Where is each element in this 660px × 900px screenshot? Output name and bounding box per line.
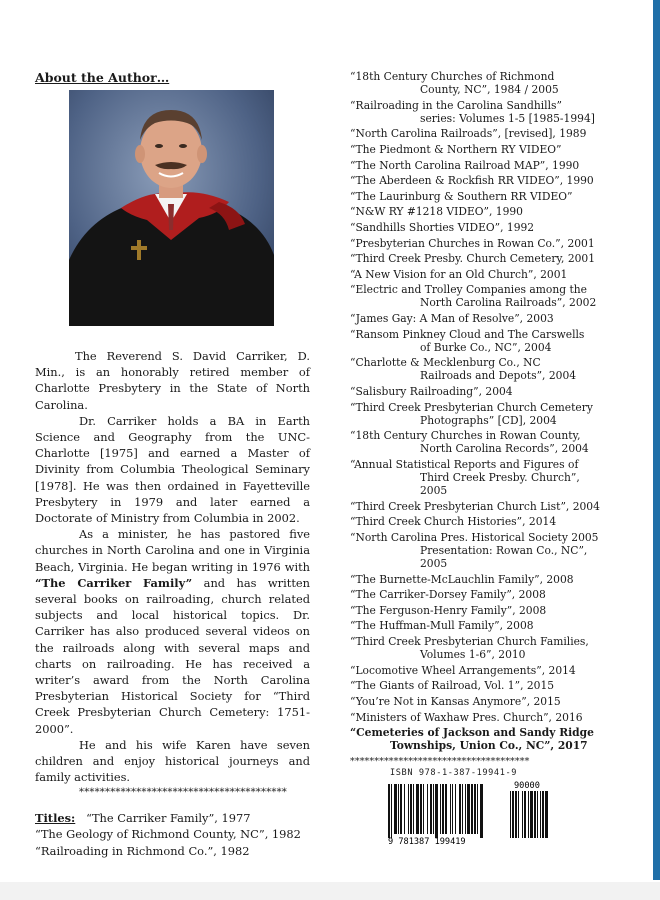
title-entry [350, 174, 600, 187]
title-entry [350, 573, 600, 586]
title-entry-line: “Ransom Pinkney Cloud and The Carswells [350, 327, 585, 341]
barcode-bar [413, 784, 414, 834]
title-entry-line: “18th Century Churches in Rowan County, [350, 429, 581, 443]
title-entry [350, 604, 600, 617]
barcode-bar [471, 784, 473, 834]
barcode-addon-bar [512, 791, 514, 838]
title-entry-line: “Charlotte & Mecklenburg Co., NC [350, 356, 541, 370]
title-entry-line: “Locomotive Wheel Arrangements”, 2014 [350, 663, 576, 677]
title-entry [350, 328, 600, 354]
bottom-band [0, 882, 660, 900]
barcode-addon-bar [540, 791, 541, 838]
title-entry-line: “The Laurinburg & Southern RR VIDEO” [350, 189, 573, 203]
bio-paragraph: The Reverend S. David Carriker, D. Min., is an honorably retired member of Charlotte Presbytery in the State of North Carolina. [35, 349, 310, 412]
title-entry-line: “The Piedmont & Northern RY VIDEO” [350, 142, 562, 156]
title-entry-line: “The Carriker-Dorsey Family”, 2008 [350, 588, 546, 602]
title-entry [350, 711, 600, 724]
title-entry [350, 252, 600, 265]
title-entry-continuation: Third Creek Presby. Church”, 2005 [420, 471, 580, 498]
barcode-bar [440, 784, 441, 834]
title-entry [350, 283, 600, 309]
title-entry-continuation: Presentation: Rowan Co., NC”, 2005 [420, 544, 588, 571]
title-entry-line: “The Burnette-McLauchlin Family”, 2008 [350, 572, 574, 586]
title-entry [350, 190, 600, 203]
title-entry [350, 500, 600, 513]
title-entry-line: “Third Creek Presbyterian Church Cemetery [350, 400, 593, 414]
barcode-addon-bar [530, 791, 533, 838]
title-entry-line: “You’re Not in Kansas Anymore”, 2015 [350, 694, 561, 708]
isbn-text: ISBN 978-1-387-19941-9 [390, 768, 518, 778]
title-entry [350, 531, 600, 570]
about-heading: About the Author… [35, 70, 170, 85]
barcode-bar [388, 784, 390, 838]
title-entry [350, 127, 600, 140]
title-entry-continuation: series: Volumes 1-5 [1985-1994] [420, 111, 595, 125]
title-entry [350, 695, 600, 708]
author-portrait [69, 90, 274, 326]
title-entry-line: “The Giants of Railroad, Vol. 1”, 2015 [350, 679, 555, 693]
title-item: “The Carriker Family”, 1977 [86, 811, 251, 825]
title-entry-continuation: Townships, Union Co., NC”, 2017 [390, 739, 588, 753]
barcode-bar [435, 784, 438, 838]
barcode-addon-bar [518, 791, 519, 838]
barcode-bar [410, 784, 412, 834]
barcode-bar [416, 784, 419, 834]
title-entry-continuation: of Burke Co., NC”, 2004 [420, 340, 552, 354]
barcode-bar [442, 784, 444, 834]
title-entry-continuation: North Carolina Railroads”, 2002 [420, 296, 597, 310]
barcode-bar [459, 784, 461, 834]
title-entry-line: “The Ferguson-Henry Family”, 2008 [350, 603, 547, 617]
bio-text: and has written several books on railroading, church related subjects and local historical topics. Dr. Carriker has also produced several videos on the railroads along with several maps and charts on railroading. He has received a writer’s award from the North Carolina Presbyterian Historical Society for “Third Creek Presbyterian Church Cemetery: 1751-2000”. [35, 575, 311, 736]
author-bio [35, 348, 310, 802]
barcode-bar [394, 784, 397, 834]
title-entry [350, 664, 600, 677]
title-entry-line: “Third Creek Presbyterian Church Families, [350, 635, 589, 649]
title-entry [350, 268, 600, 281]
title-entry-line: “18th Century Churches of Richmond [350, 70, 555, 83]
barcode-bar [462, 784, 463, 834]
title-entry-continuation: County, NC”, 1984 / 2005 [420, 83, 559, 97]
title-entry-line: “Electric and Trolley Companies among the [350, 283, 587, 297]
title-entry [350, 401, 600, 427]
title-entry-continuation: Railroads and Depots”, 2004 [420, 369, 577, 383]
bio-paragraph: He and his wife Karen have seven children and enjoy historical journeys and family activities. [35, 737, 310, 785]
addon-digits: 90000 [514, 781, 540, 791]
title-entry [350, 619, 600, 632]
title-entry-line: “Ministers of Waxhaw Pres. Church”, 2016 [350, 710, 583, 724]
title-item: “Railroading in Richmond Co.”, 1982 [35, 843, 250, 858]
barcode-bar [480, 784, 483, 838]
separator-stars: ************************************* [350, 755, 530, 767]
title-entry-continuation: North Carolina Records”, 2004 [420, 442, 589, 456]
titles-list [35, 810, 325, 859]
barcode-bar [420, 784, 422, 834]
ean-digits: 9 781387 199419 [388, 837, 466, 846]
title-entry-continuation: Photographs” [CD], 2004 [420, 413, 557, 427]
title-item: “The Geology of Richmond County, NC”, 1982 [35, 827, 301, 842]
barcode-bar [445, 784, 447, 834]
barcode-bar [450, 784, 451, 834]
title-entry [350, 99, 600, 125]
barcode-addon-bar [534, 791, 536, 838]
title-entry [350, 429, 600, 455]
bio-paragraph [35, 526, 310, 737]
barcode-bar [477, 784, 478, 834]
title-entry [350, 70, 600, 96]
bio-bold-title: “The Carriker Family” [35, 575, 193, 590]
title-entry-line: “Cemeteries of Jackson and Sandy Ridge [350, 726, 594, 740]
barcode-bar [467, 784, 470, 834]
title-entry [350, 679, 600, 692]
barcode-bar [427, 784, 428, 834]
title-entry-line: “James Gay: A Man of Resolve”, 2003 [350, 312, 554, 325]
title-entry-line: “Presbyterian Churches in Rowan Co.”, 2001 [350, 236, 595, 250]
titles-label: Titles: [35, 811, 76, 825]
title-entry [350, 726, 600, 752]
barcode-addon-bar [510, 791, 511, 838]
title-entry-line: “North Carolina Pres. Historical Society 2005 [350, 530, 599, 544]
bio-text: As a minister, he has pastored five churches in North Carolina and one in Virginia Beach, Virginia. He began writing in 1976 with [35, 527, 310, 574]
separator-stars: **************************************** [79, 787, 287, 799]
title-entry-line: “Third Creek Presby. Church Cemetery, 2001 [350, 252, 596, 266]
title-entry-line: “Railroading in the Carolina Sandhills” [350, 98, 562, 112]
title-entry-line: “The North Carolina Railroad MAP”, 1990 [350, 158, 580, 172]
barcode-bar [465, 784, 466, 834]
barcode-bar [455, 784, 456, 834]
barcode-bar [398, 784, 399, 834]
title-entry [350, 159, 600, 172]
left-column [35, 70, 311, 858]
isbn-barcode [382, 768, 560, 846]
barcode-bar [433, 784, 434, 834]
blue-edge-strip [653, 0, 660, 880]
title-entry [350, 237, 600, 250]
barcode-addon-bar [537, 791, 538, 838]
title-entry-line: “N&W RY #1218 VIDEO”, 1990 [350, 205, 523, 219]
title-entry [350, 588, 600, 601]
barcode-graphic [382, 780, 560, 846]
barcode-addon-bar [545, 791, 548, 838]
title-entry [350, 356, 600, 382]
barcode-bar [400, 784, 402, 834]
title-entry [350, 205, 600, 218]
title-entry [350, 143, 600, 156]
barcode-bar [430, 784, 432, 834]
title-entry [350, 515, 600, 528]
title-entry-line: “The Aberdeen & Rockfish RR VIDEO”, 1990 [350, 174, 594, 188]
barcode-addon-bar [542, 791, 544, 838]
title-entry [350, 385, 600, 398]
title-entry [350, 635, 600, 661]
title-entry [350, 312, 600, 325]
title-entry-line: “Salisbury Railroading”, 2004 [350, 384, 513, 398]
title-entry-line: “A New Vision for an Old Church”, 2001 [350, 267, 568, 281]
bio-paragraph: Dr. Carriker holds a BA in Earth Science and Geography from the UNC-Charlotte [1975] and earned a Master of Divinity from Columbia Theological Seminary [1978]. He was then ordained in Fayetteville Presbytery in 1979 and later earned a Doctorate of Ministry from Columbia in 2002. [35, 413, 310, 526]
title-entry-line: “North Carolina Railroads”, [revised], 1989 [350, 127, 587, 141]
barcode-bar [452, 784, 453, 834]
title-entry-continuation: Volumes 1-6”, 2010 [420, 648, 526, 662]
title-entry [350, 221, 600, 234]
barcode-addon-bar [528, 791, 529, 838]
barcode-bar [391, 784, 392, 838]
title-entry-line: “Third Creek Church Histories”, 2014 [350, 515, 557, 529]
barcode-bar [474, 784, 476, 834]
title-entry-line: “Annual Statistical Reports and Figures of [350, 457, 579, 471]
title-entry [350, 458, 600, 497]
barcode-bar [404, 784, 405, 834]
title-entry-line: “Third Creek Presbyterian Church List”, 2004 [350, 499, 600, 513]
right-title-list [350, 70, 600, 768]
title-entry-line: “Sandhills Shorties VIDEO”, 1992 [350, 220, 535, 234]
barcode-bar [408, 784, 409, 834]
barcode-bar [423, 784, 424, 834]
titles-first-line [35, 810, 325, 826]
barcode-addon-bar [522, 791, 523, 838]
barcode-addon-bar [524, 791, 526, 838]
title-entry-line: “The Huffman-Mull Family”, 2008 [350, 619, 534, 633]
barcode-addon-bar [515, 791, 517, 838]
